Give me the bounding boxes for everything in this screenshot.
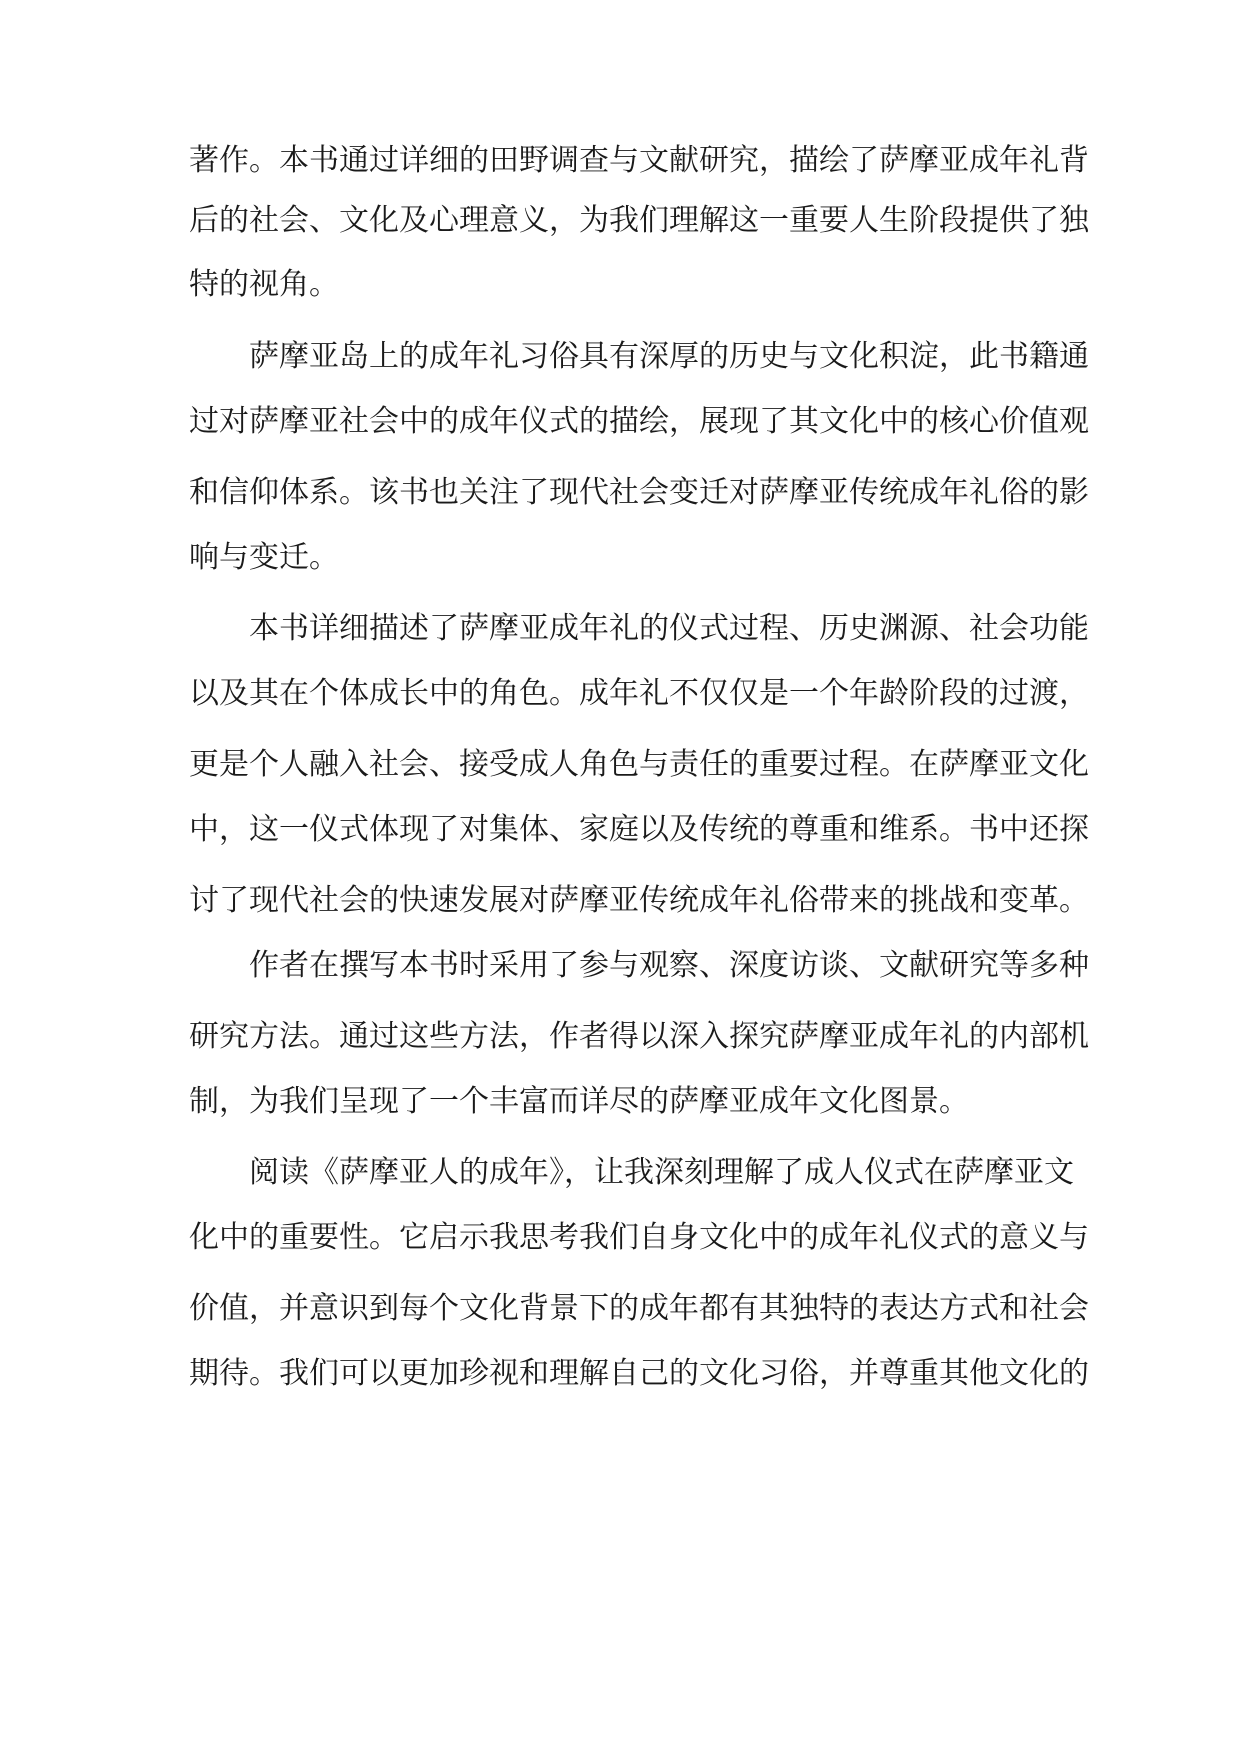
paragraph-5-line-1: 阅读《萨摩亚人的成年》，让我深刻理解了成人仪式在萨摩亚文 xyxy=(249,1155,1074,1190)
paragraph-4-line-3: 制，为我们呈现了一个丰富而详尽的萨摩亚成年文化图景。 xyxy=(189,1084,969,1119)
paragraph-2-line-1: 萨摩亚岛上的成年礼习俗具有深厚的历史与文化积淀，此书籍通 xyxy=(249,339,1089,374)
paragraph-4-line-1: 作者在撰写本书时采用了参与观察、深度访谈、文献研究等多种 xyxy=(249,948,1089,983)
paragraph-3-line-3: 更是个人融入社会、接受成人角色与责任的重要过程。在萨摩亚文化 xyxy=(189,747,1089,782)
paragraph-3-line-5: 讨了现代社会的快速发展对萨摩亚传统成年礼俗带来的挑战和变革。 xyxy=(189,883,1089,918)
paragraph-2-line-2: 过对萨摩亚社会中的成年仪式的描绘，展现了其文化中的核心价值观 xyxy=(189,404,1089,439)
paragraph-4-line-2: 研究方法。通过这些方法，作者得以深入探究萨摩亚成年礼的内部机 xyxy=(189,1019,1089,1054)
paragraph-3-line-1: 本书详细描述了萨摩亚成年礼的仪式过程、历史渊源、社会功能 xyxy=(249,611,1089,646)
paragraph-5-line-2: 化中的重要性。它启示我思考我们自身文化中的成年礼仪式的意义与 xyxy=(189,1220,1089,1255)
paragraph-2-line-4: 响与变迁。 xyxy=(189,540,339,575)
paragraph-2-line-3: 和信仰体系。该书也关注了现代社会变迁对萨摩亚传统成年礼俗的影 xyxy=(189,475,1089,510)
paragraph-1-line-3: 特的视角。 xyxy=(189,267,339,302)
paragraph-5-line-4: 期待。我们可以更加珍视和理解自己的文化习俗，并尊重其他文化的 xyxy=(189,1356,1089,1391)
paragraph-5-line-3: 价值，并意识到每个文化背景下的成年都有其独特的表达方式和社会 xyxy=(189,1291,1089,1326)
paragraph-3-line-2: 以及其在个体成长中的角色。成年礼不仅仅是一个年龄阶段的过渡， xyxy=(189,676,1089,711)
paragraph-1-line-1: 著作。本书通过详细的田野调查与文献研究，描绘了萨摩亚成年礼背 xyxy=(189,143,1089,178)
paragraph-3-line-4: 中，这一仪式体现了对集体、家庭以及传统的尊重和维系。书中还探 xyxy=(189,812,1089,847)
paragraph-1-line-2: 后的社会、文化及心理意义，为我们理解这一重要人生阶段提供了独 xyxy=(189,203,1089,238)
